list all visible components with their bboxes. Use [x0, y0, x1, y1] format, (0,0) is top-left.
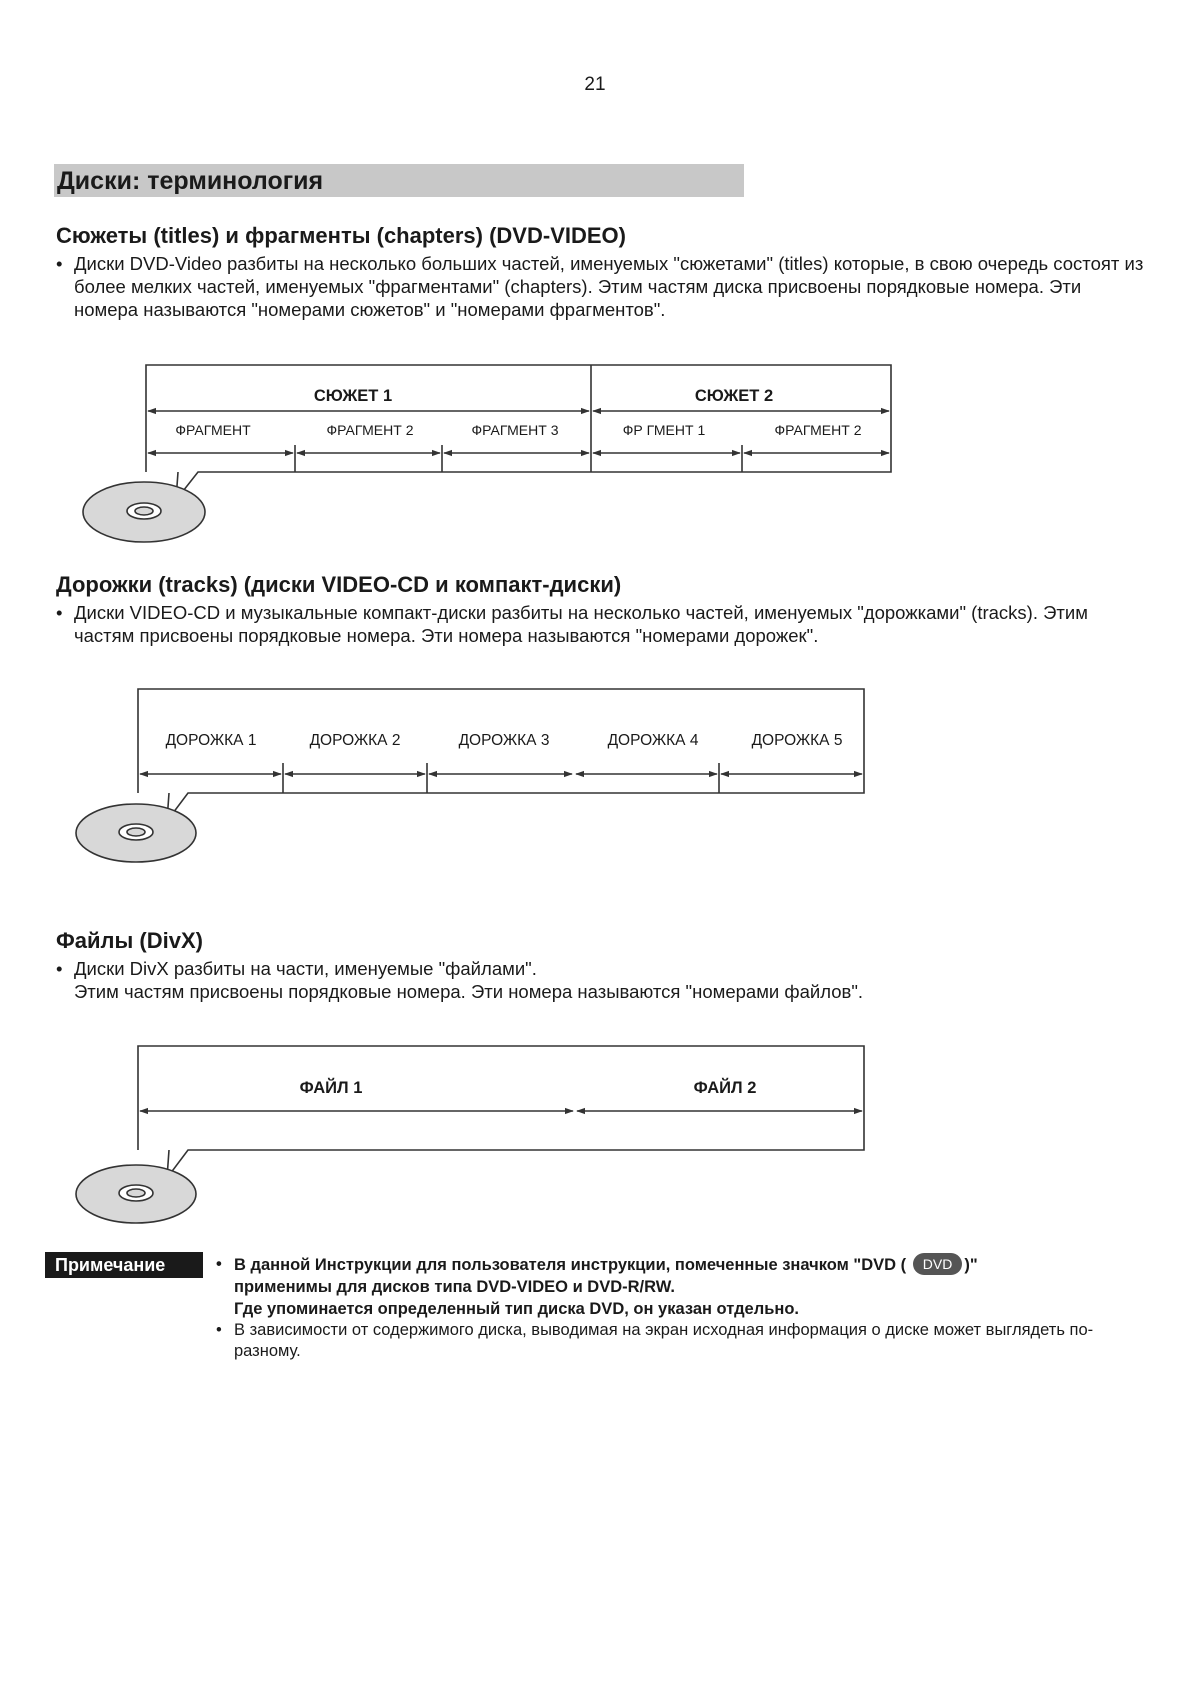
note-item1-line3: Где упоминается определенный тип диска DVD, он указан отдельно.	[234, 1300, 799, 1318]
files-frame	[138, 1046, 864, 1178]
chapter-label: ФРАГМЕНТ 3	[471, 422, 559, 438]
note-list	[216, 1253, 1116, 1362]
note-item	[216, 1253, 1116, 1320]
section-titles-text: Диски DVD-Video разбиты на несколько больших частей, именуемых "сюжетами" (titles) которые, в свою очередь состоят из более мелких частей, именуемых "фрагментами" (chapters). Этим частям диска присвоены порядковые номера. Эти номера называются "номерами сюжетов" и "номерами фрагментов".	[74, 253, 1144, 320]
title1-label: СЮЖЕТ 1	[313, 387, 393, 405]
file1-label: ФАЙЛ 1	[299, 1079, 363, 1097]
dvd-icon: DVD	[913, 1253, 963, 1275]
bullet-dot: •	[56, 253, 63, 274]
track-label: ДОРОЖКА 3	[458, 732, 550, 749]
note-item	[216, 1320, 1116, 1362]
section-titles-heading: Сюжеты (titles) и фрагменты (chapters) (DVD-VIDEO)	[56, 223, 626, 248]
bullet-dot: •	[56, 958, 63, 979]
note-item1-part1: В данной Инструкции для пользователя инструкции, помеченные значком "DVD (	[234, 1256, 907, 1274]
disc-icon	[76, 1165, 196, 1223]
disc-icon	[83, 482, 205, 542]
track-label: ДОРОЖКА 2	[309, 732, 401, 749]
note-item1-line2: применимы для дисков типа DVD-VIDEO и DVD-R/RW.	[234, 1278, 676, 1296]
note-item1-part2: )"	[964, 1256, 978, 1274]
disc-icon	[76, 804, 196, 862]
section-tracks-text: Диски VIDEO-CD и музыкальные компакт-диски разбиты на несколько частей, именуемых "дорожками" (tracks). Этим частям присвоены порядковые номера. Эти номера называются "номерами дорожек".	[74, 602, 1088, 646]
note-item2: В зависимости от содержимого диска, выводимая на экран исходная информация о диске может выглядеть по-разному.	[234, 1321, 1094, 1360]
track-label: ДОРОЖКА 4	[607, 732, 699, 749]
file2-label: ФАЙЛ 2	[693, 1079, 757, 1097]
chapter-label: ФРАГМЕНТ 2	[774, 422, 862, 438]
track-label: ДОРОЖКА 1	[165, 732, 257, 749]
title2-label: СЮЖЕТ 2	[694, 387, 774, 405]
tracks-diagram	[76, 689, 864, 862]
chapter-label: ФРАГМЕНТ	[175, 422, 251, 438]
chapter-label: ФРАГМЕНТ 2	[326, 422, 414, 438]
page-title: Диски: терминология	[57, 167, 324, 195]
track-label: ДОРОЖКА 5	[751, 732, 843, 749]
bullet-dot: •	[216, 1321, 222, 1339]
section-tracks-heading: Дорожки (tracks) (диски VIDEO-CD и компакт-диски)	[56, 572, 622, 597]
bullet-dot: •	[216, 1255, 222, 1273]
chapter-label: ФР ГМЕНТ 1	[622, 422, 706, 438]
section-files-heading: Файлы (DivX)	[56, 928, 203, 953]
section-files-text-line1: Диски DivX разбиты на части, именуемые "файлами".	[74, 958, 537, 979]
bullet-dot: •	[56, 602, 63, 623]
files-diagram	[76, 1046, 864, 1223]
tracks-frame	[138, 689, 864, 821]
note-label: Примечание	[45, 1252, 203, 1278]
page-number: 21	[584, 74, 606, 95]
section-files-text-line2: Этим частям присвоены порядковые номера. Эти номера называются "номерами файлов".	[74, 981, 864, 1002]
